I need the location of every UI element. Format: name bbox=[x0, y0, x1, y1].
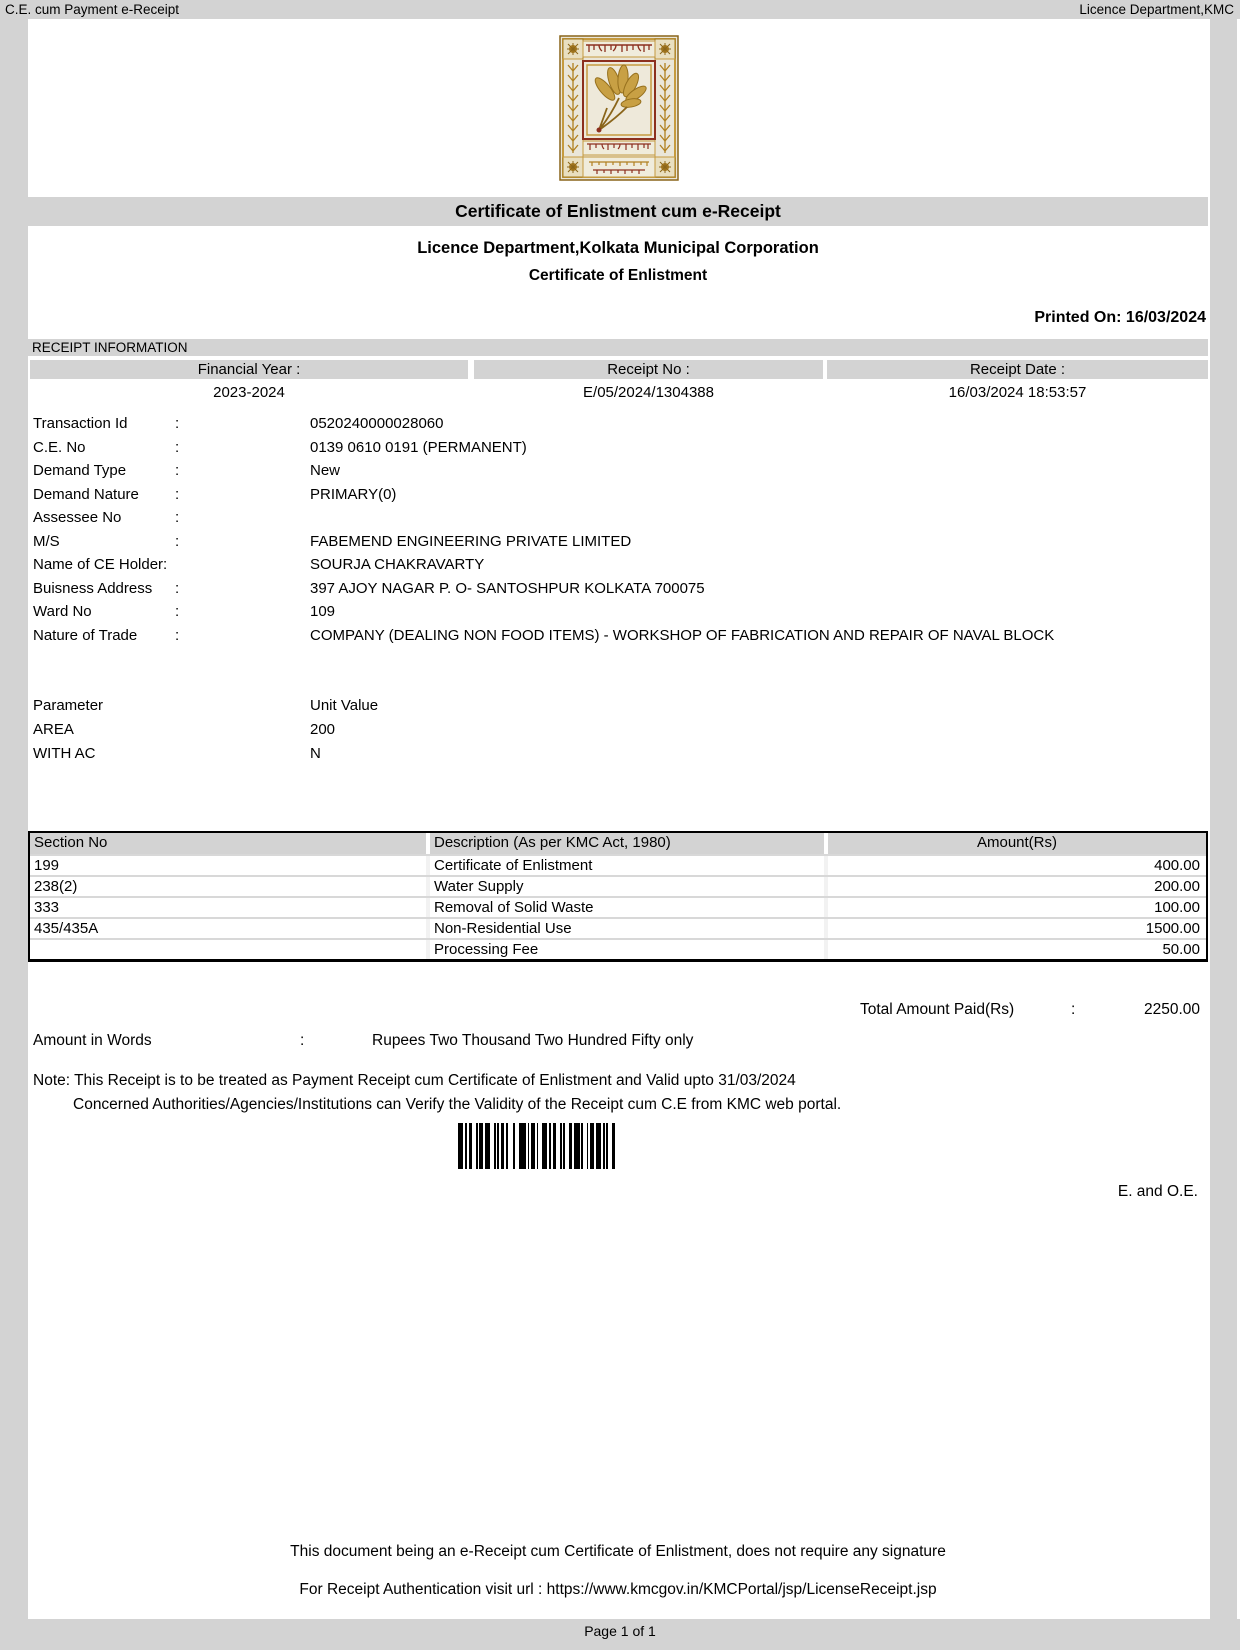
detail-row-ce-no bbox=[33, 436, 1208, 460]
print-header-left: C.E. cum Payment e-Receipt bbox=[5, 2, 180, 17]
total-amount-value: 2250.00 bbox=[1143, 1001, 1200, 1018]
fee-row-333 bbox=[30, 896, 1206, 917]
detail-value: COMPANY (DEALING NON FOOD ITEMS) - WORKSHOP OF FABRICATION AND REPAIR OF NAVAL BLOCK bbox=[310, 626, 1055, 644]
detail-label: M/S bbox=[33, 532, 60, 550]
fee-section: 238(2) bbox=[34, 878, 78, 895]
section-no-header: Section No bbox=[30, 833, 426, 854]
fee-description: Processing Fee bbox=[426, 940, 824, 959]
detail-colon: : bbox=[175, 579, 180, 597]
detail-value: 0139 0610 0191 (PERMANENT) bbox=[310, 438, 527, 456]
fee-section bbox=[30, 940, 426, 959]
detail-row-ce-holder bbox=[33, 553, 1208, 577]
fee-amount: 50.00 bbox=[824, 940, 1206, 959]
note-section bbox=[28, 1069, 1208, 1117]
errors-and-omissions-label: E. and O.E. bbox=[1117, 1183, 1198, 1200]
detail-colon: : bbox=[175, 509, 180, 526]
parameter-value: 200 bbox=[310, 721, 336, 738]
detail-row-transaction-id bbox=[33, 412, 1208, 436]
detail-row-demand-type bbox=[33, 459, 1208, 483]
page-number: Page 1 of 1 bbox=[584, 1623, 656, 1639]
detail-row-ms bbox=[33, 530, 1208, 554]
detail-value: 109 bbox=[310, 603, 336, 620]
note-line-1: Note: This Receipt is to be treated as Payment Receipt cum Certificate of Enlistment and Valid upto 31/03/2024 bbox=[33, 1072, 796, 1089]
receipt-information-header: RECEIPT INFORMATION bbox=[28, 339, 1208, 356]
amount-in-words-label: Amount in Words bbox=[33, 1032, 152, 1049]
detail-label: Demand Nature bbox=[33, 485, 139, 503]
left-margin bbox=[0, 19, 28, 1650]
amount-in-words-colon: : bbox=[300, 1032, 305, 1049]
print-header-right: Licence Department,KMC bbox=[1079, 2, 1234, 17]
detail-label: Transaction Id bbox=[33, 415, 128, 432]
detail-label: Demand Type bbox=[33, 462, 127, 479]
fee-row-processing-fee bbox=[30, 938, 1206, 959]
detail-row-business-address bbox=[33, 577, 1208, 601]
receipt-date-value: 16/03/2024 18:53:57 bbox=[948, 384, 1087, 401]
page-number-bar bbox=[0, 1619, 1240, 1650]
parameter-name: AREA bbox=[33, 721, 74, 738]
right-margin bbox=[1210, 19, 1237, 1650]
document-body bbox=[28, 19, 1210, 1619]
parameter-row-with-ac bbox=[33, 742, 1208, 766]
total-amount-label: Total Amount Paid(Rs) bbox=[860, 1001, 1015, 1018]
detail-colon: : bbox=[175, 438, 180, 456]
detail-colon: : bbox=[175, 485, 180, 503]
detail-value: 397 AJOY NAGAR P. O- SANTOSHPUR KOLKATA 700075 bbox=[310, 579, 705, 597]
parameter-name: WITH AC bbox=[33, 745, 96, 762]
financial-year-header: Financial Year : bbox=[30, 360, 468, 379]
fee-row-199 bbox=[30, 854, 1206, 875]
document-title: Certificate of Enlistment cum e-Receipt bbox=[28, 197, 1208, 226]
parameter-section bbox=[28, 694, 1208, 766]
parameter-header-row bbox=[33, 694, 1208, 718]
detail-row-demand-nature bbox=[33, 483, 1208, 507]
fee-amount: 1500.00 bbox=[824, 919, 1206, 938]
total-amount-line bbox=[28, 1001, 1208, 1021]
detail-label: C.E. No bbox=[33, 438, 86, 456]
detail-colon: : bbox=[175, 626, 180, 644]
parameter-header: Parameter bbox=[33, 697, 104, 714]
parameter-row-area bbox=[33, 718, 1208, 742]
kmc-emblem-icon bbox=[559, 35, 679, 181]
department-subtitle: Licence Department,Kolkata Municipal Corporation bbox=[417, 239, 819, 257]
unit-value-header: Unit Value bbox=[310, 697, 379, 714]
detail-colon: : bbox=[175, 462, 180, 479]
fee-section: 333 bbox=[34, 899, 60, 916]
amount-in-words-line bbox=[28, 1032, 1208, 1052]
printed-on-date: Printed On: 16/03/2024 bbox=[1034, 309, 1206, 326]
detail-colon: : bbox=[175, 415, 180, 432]
parameter-value: N bbox=[310, 745, 321, 762]
total-amount-colon: : bbox=[1071, 1001, 1076, 1018]
receipt-barcode bbox=[458, 1123, 616, 1169]
detail-value: FABEMEND ENGINEERING PRIVATE LIMITED bbox=[310, 532, 632, 550]
detail-label: Ward No bbox=[33, 603, 92, 620]
authentication-url-note: For Receipt Authentication visit url : https://www.kmcgov.in/KMCPortal/jsp/LicenseReceipt.jsp bbox=[299, 1581, 937, 1598]
certificate-subtitle: Certificate of Enlistment bbox=[528, 267, 708, 284]
detail-value: SOURJA CHAKRAVARTY bbox=[310, 556, 485, 573]
fee-amount: 100.00 bbox=[824, 898, 1206, 917]
detail-value: 0520240000028060 bbox=[310, 415, 444, 432]
detail-value: PRIMARY(0) bbox=[310, 485, 397, 503]
receipt-date-header: Receipt Date : bbox=[827, 360, 1208, 379]
financial-year-value: 2023-2024 bbox=[213, 384, 285, 401]
receipt-no-value: E/05/2024/1304388 bbox=[583, 384, 714, 401]
print-header-bar bbox=[0, 0, 1240, 19]
fee-table-header-row bbox=[30, 833, 1206, 854]
detail-label: Assessee No bbox=[33, 509, 122, 526]
detail-row-nature-of-trade bbox=[33, 624, 1208, 648]
fee-row-435-435a bbox=[30, 917, 1206, 938]
fee-description: Non-Residential Use bbox=[426, 919, 824, 938]
note-line-2: Concerned Authorities/Agencies/Institutions can Verify the Validity of the Receipt cum C.E from KMC web portal. bbox=[73, 1096, 842, 1113]
fee-row-238-2 bbox=[30, 875, 1206, 896]
no-signature-note: This document being an e-Receipt cum Certificate of Enlistment, does not require any signature bbox=[290, 1543, 946, 1560]
fee-amount: 400.00 bbox=[824, 856, 1206, 875]
detail-label: Name of CE Holder: bbox=[33, 556, 168, 573]
amount-in-words-value: Rupees Two Thousand Two Hundred Fifty only bbox=[372, 1032, 694, 1049]
detail-colon: : bbox=[175, 603, 180, 620]
detail-colon: : bbox=[175, 532, 180, 550]
fee-section: 435/435A bbox=[34, 920, 99, 937]
detail-row-assessee-no bbox=[33, 506, 1208, 530]
detail-label: Nature of Trade bbox=[33, 626, 138, 644]
fee-section: 199 bbox=[34, 857, 60, 874]
receipt-details bbox=[28, 412, 1208, 647]
kmc-emblem-logo bbox=[559, 35, 679, 181]
fee-amount: 200.00 bbox=[824, 877, 1206, 896]
fee-table bbox=[28, 831, 1208, 962]
detail-colon bbox=[175, 553, 310, 577]
detail-row-ward-no bbox=[33, 600, 1208, 624]
detail-label: Buisness Address bbox=[33, 579, 153, 597]
fee-description: Water Supply bbox=[426, 877, 824, 896]
fee-description: Certificate of Enlistment bbox=[426, 856, 824, 875]
detail-value: New bbox=[310, 462, 341, 479]
receipt-no-header: Receipt No : bbox=[474, 360, 823, 379]
detail-value bbox=[310, 506, 1208, 530]
fee-description: Removal of Solid Waste bbox=[426, 898, 824, 917]
description-header: Description (As per KMC Act, 1980) bbox=[426, 833, 824, 854]
amount-header: Amount(Rs) bbox=[824, 833, 1206, 854]
